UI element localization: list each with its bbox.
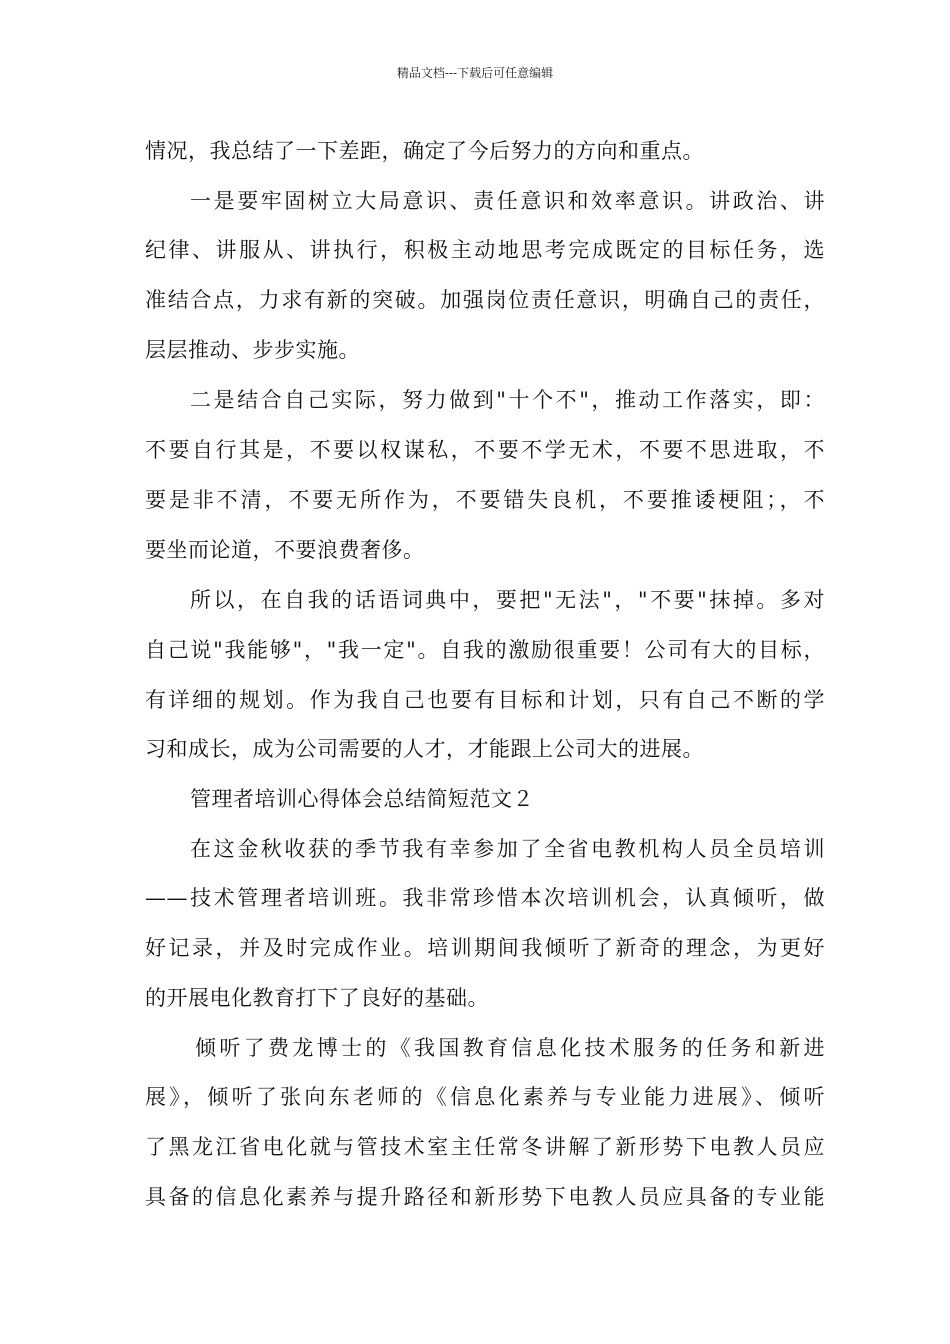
text-line: 一是要牢固树立大局意识、责任意识和效率意识。讲政治、讲: [190, 189, 825, 213]
text-line: 层层推动、步步实施。: [145, 338, 360, 362]
text-line: 准结合点，力求有新的突破。加强岗位责任意识，明确自己的责任，: [145, 288, 825, 312]
text-line: ——技术管理者培训班。我非常珍惜本次培训机会，认真倾听，做: [145, 886, 825, 910]
text-line: 在这金秋收获的季节我有幸参加了全省电教机构人员全员培训: [190, 837, 825, 861]
text-line: 纪律、讲服从、讲执行，积极主动地思考完成既定的目标任务，选: [145, 238, 825, 262]
text-line: 所以，在自我的话语词典中，要把"无法"，"不要"抹掉。多对: [190, 588, 825, 612]
page-header: 精品文档---下载后可任意编辑: [396, 66, 554, 80]
text-line: 展》，倾听了张向东老师的《信息化素养与专业能力进展》、倾听: [145, 1085, 825, 1109]
text-line: 自己说"我能够"，"我一定"。自我的激励很重要！公司有大的目标，: [145, 638, 825, 662]
text-line: 有详细的规划。作为我自己也要有目标和计划，只有自己不断的学: [145, 688, 825, 712]
text-line: 二是结合自己实际，努力做到"十个不"，推动工作落实，即：: [190, 388, 825, 412]
text-line: 具备的信息化素养与提升路径和新形势下电教人员应具备的专业能: [145, 1185, 825, 1209]
section-title: 管理者培训心得体会总结简短范文２: [190, 787, 534, 811]
text-line: 好记录，并及时完成作业。培训期间我倾听了新奇的理念，为更好: [145, 936, 825, 960]
text-line: 不要自行其是，不要以权谋私，不要不学无术，不要不思进取，不: [145, 438, 825, 462]
text-line: 倾听了费龙博士的《我国教育信息化技术服务的任务和新进: [195, 1036, 825, 1060]
text-line: 情况，我总结了一下差距，确定了今后努力的方向和重点。: [145, 139, 704, 163]
text-line: 要是非不清，不要无所作为，不要错失良机，不要推诿梗阻；，不: [145, 488, 825, 512]
text-line: 了黑龙江省电化就与管技术室主任常冬讲解了新形势下电教人员应: [145, 1135, 825, 1159]
text-line: 要坐而论道，不要浪费奢侈。: [145, 538, 425, 562]
text-line: 习和成长，成为公司需要的人才，才能跟上公司大的进展。: [145, 737, 704, 761]
text-line: 的开展电化教育打下了良好的基础。: [145, 986, 489, 1010]
